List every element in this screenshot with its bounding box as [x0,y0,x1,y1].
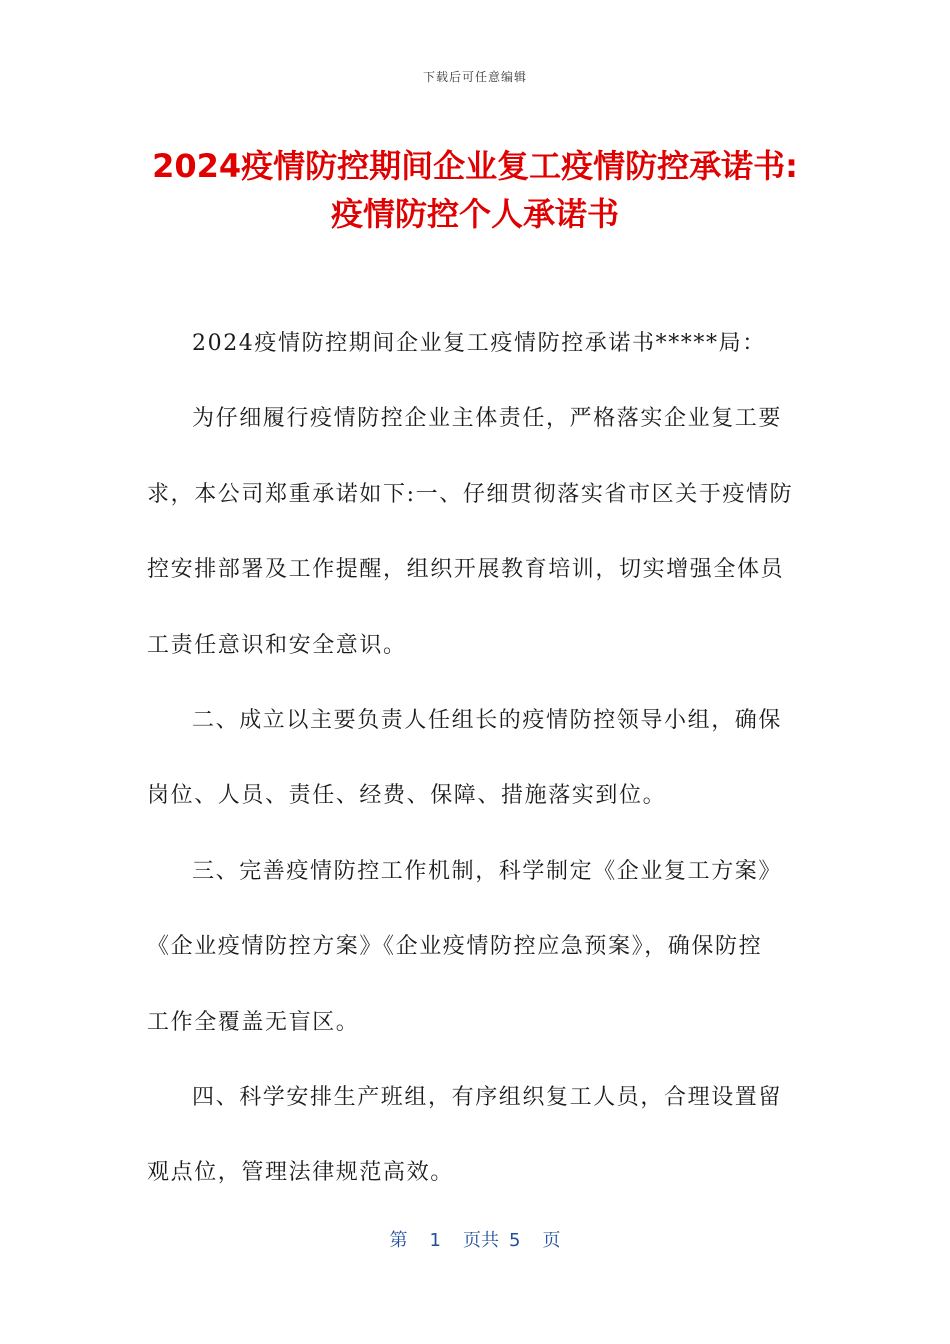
paragraph-line: 三、完善疫情防控工作机制，科学制定《企业复工方案》 [192,858,783,884]
paragraph-line: 二、成立以主要负责人任组长的疫情防控领导小组，确保 [192,707,783,733]
title-line-2: 疫情防控个人承诺书 [330,195,619,233]
page-total: 5 [509,1230,521,1251]
paragraph-line: 控安排部署及工作提醒，组织开展教育培训，切实增强全体员 [147,557,785,583]
document-body [147,316,807,1221]
title-line-1: 2024疫情防控期间企业复工疫情防控承诺书: [152,147,798,185]
paragraph-line: 四、科学安排生产班组，有序组织复工人员，合理设置留 [192,1084,783,1110]
paragraph-line: 为仔细履行疫情防控企业主体责任，严格落实企业复工要 [192,406,783,432]
document-title [60,142,890,238]
salutation-line: 2024疫情防控期间企业复工疫情防控承诺书*****局： [192,331,766,356]
page-suffix: 页 [542,1230,561,1251]
header-note: 下载后可任意编辑 [422,70,527,84]
page-mid: 页共 [463,1230,499,1251]
paragraph-line: 《企业疫情防控方案》《企业疫情防控应急预案》，确保防控 [147,934,763,960]
paragraph-line: 求，本公司郑重承诺如下:一、仔细贯彻落实省市区关于疫情防 [147,481,794,507]
paragraph-line: 工作全覆盖无盲区。 [147,1009,360,1035]
page-number [0,1226,950,1252]
paragraph-line: 岗位、人员、责任、经费、保障、措施落实到位。 [147,783,667,809]
paragraph-line: 工责任意识和安全意识。 [147,632,407,658]
paragraph-line: 观点位，管理法律规范高效。 [147,1160,454,1186]
page-prefix: 第 [389,1230,408,1251]
page-current: 1 [429,1230,441,1251]
